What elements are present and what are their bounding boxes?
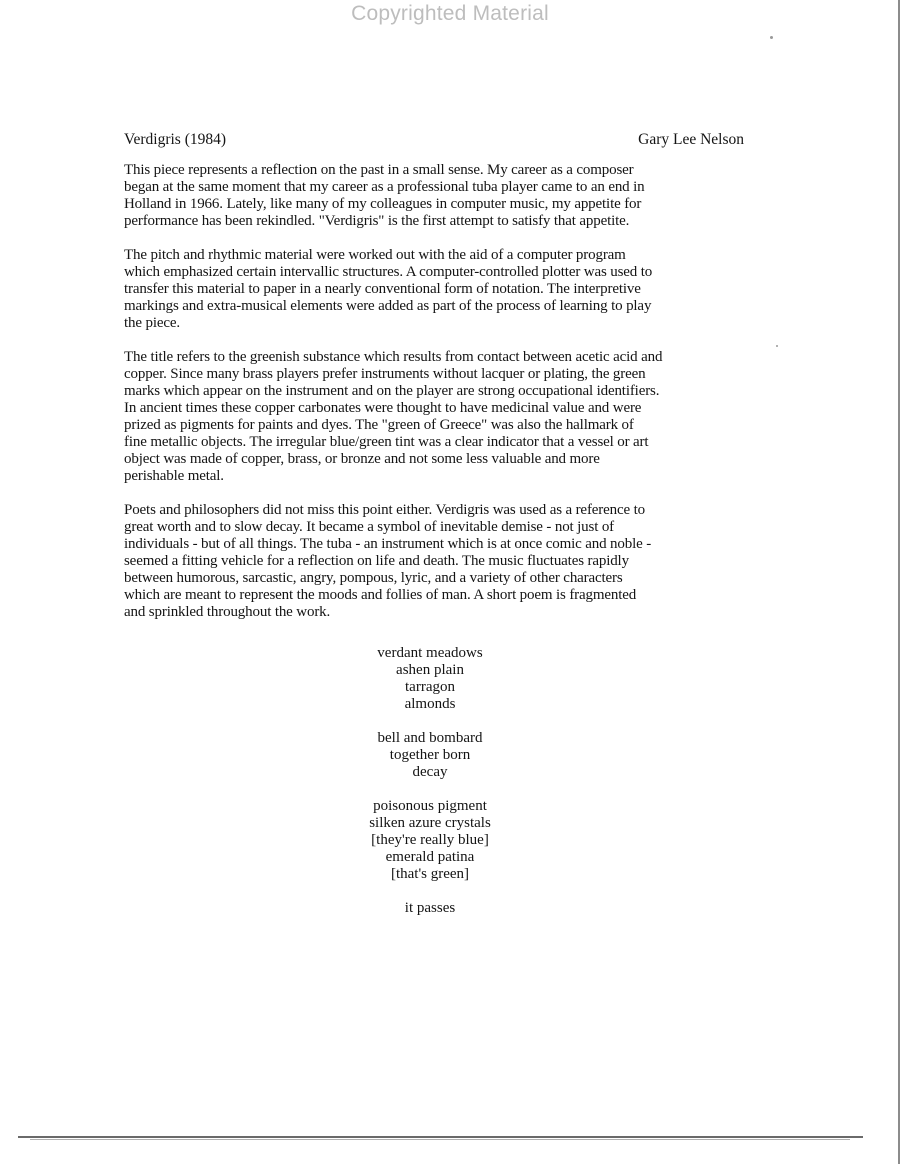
paragraph-symbolism: Poets and philosophers did not miss this point either. Verdigris was used as a reference to great worth and to slow decay. It became a symbol of inevitable demise - not just of individuals - but of all things. The tuba - an instrument which is at once comic and noble - seemed a fitting vehicle for a reflection on life and death. The music fluctuates rapidly between humorous, sarcastic, angry, pompous, lyric, and a variety of other characters which are meant to represent the moods and follies of man. A short poem is fragmented and sprinkled throughout the work.	[124, 502, 652, 620]
poem-stanza-3	[330, 798, 530, 883]
poem-line: silken azure crystals	[369, 815, 491, 831]
poem-line: bell and bombard	[377, 730, 483, 746]
piece-title: Verdigris (1984)	[124, 131, 227, 148]
program-notes	[124, 162, 738, 638]
paragraph-composition: The pitch and rhythmic material were worked out with the aid of a computer program which emphasized certain intervallic structures. A computer-controlled plotter was used to transfer this material to paper in a nearly conventional form of notation. The interpretive markings and extra-musical elements were added as part of the process of learning to play the piece.	[124, 247, 653, 331]
poem-line: almonds	[404, 696, 456, 712]
poem-line: [they're really blue]	[371, 832, 489, 848]
poem-line: ashen plain	[396, 662, 464, 678]
poem-line: tarragon	[405, 679, 455, 695]
poem-stanza-2	[330, 730, 530, 781]
document-header	[124, 131, 744, 153]
poem-line: verdant meadows	[377, 645, 483, 661]
poem-line: it passes	[404, 900, 456, 916]
paragraph-career: This piece represents a reflection on the past in a small sense. My career as a composer began at the same moment that my career as a professional tuba player came to an end in Holland in 1966. Lately, like many of my colleagues in computer music, my appetite for performance has been rekindled. "Verdigris" is the first attempt to satisfy that appetite.	[124, 162, 645, 229]
poem-stanza-1	[330, 645, 530, 713]
scan-speck	[776, 345, 778, 347]
bottom-rule	[18, 1136, 863, 1138]
poem-line: emerald patina	[385, 849, 475, 865]
copyright-watermark: Copyrighted Material	[351, 2, 549, 25]
composer-name: Gary Lee Nelson	[638, 131, 744, 148]
poem-line: together born	[389, 747, 471, 763]
scan-speck	[770, 36, 773, 39]
poem	[330, 645, 530, 934]
poem-line: [that's green]	[390, 866, 470, 882]
poem-line: poisonous pigment	[373, 798, 487, 814]
poem-line: decay	[412, 764, 448, 780]
bottom-rule-shadow	[30, 1139, 850, 1140]
paragraph-title-meaning: The title refers to the greenish substance which results from contact between acetic acid and copper. Since many brass players prefer instruments without lacquer or plating, the green marks which appear on the instrument and on the player are strong occupational identifiers. In ancient times these copper carbonates were thought to have medicinal value and were prized as pigments for paints and dyes. The "green of Greece" was also the hallmark of fine metallic objects. The irregular blue/green tint was a clear indicator that a vessel or art object was made of copper, brass, or bronze and not some less valuable and more perishable metal.	[124, 349, 663, 484]
poem-stanza-4	[330, 900, 530, 917]
